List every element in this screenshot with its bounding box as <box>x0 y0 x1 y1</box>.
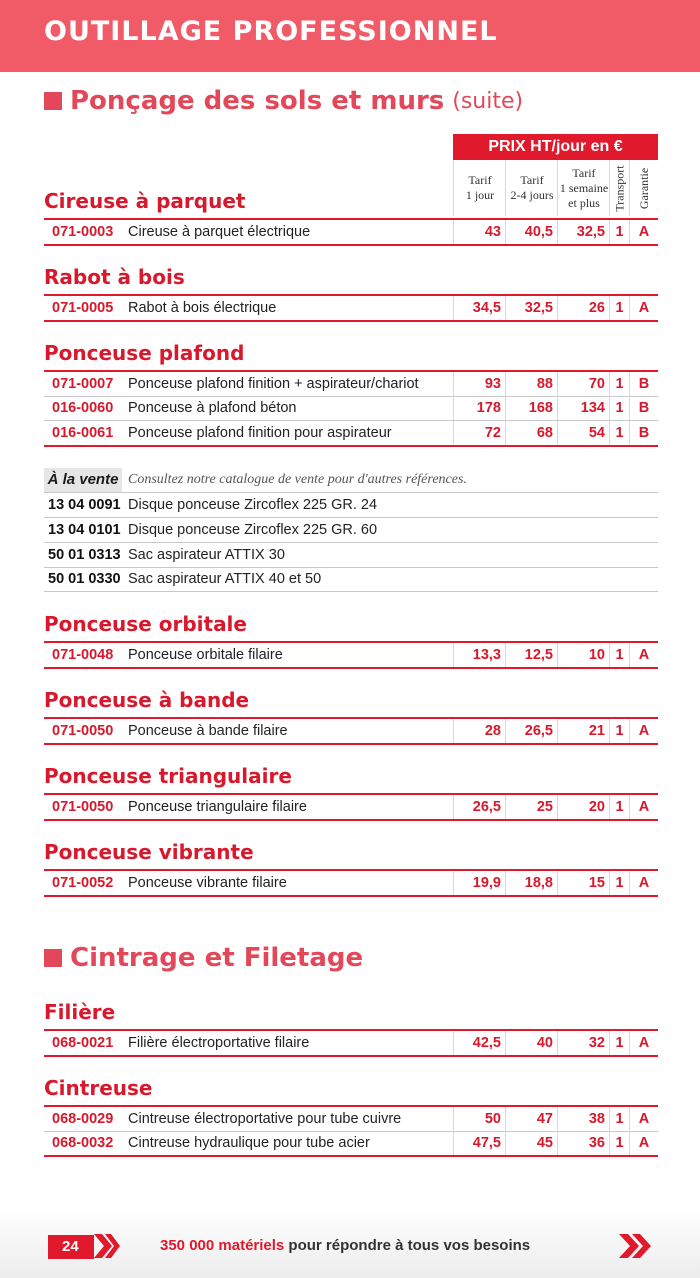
item-desc: Cireuse à parquet électrique <box>128 224 311 240</box>
garantie: A <box>629 220 658 244</box>
garantie: A <box>629 719 658 743</box>
sale-ref: 50 01 0330 <box>48 571 121 587</box>
sale-header <box>44 468 658 493</box>
category-title: Ponceuse à bande <box>44 688 250 712</box>
table-row <box>44 218 658 246</box>
double-chevron-icon <box>617 1231 653 1261</box>
table-row <box>44 717 658 745</box>
garantie: A <box>629 296 658 320</box>
page-number: 24 <box>48 1235 94 1259</box>
table-row <box>44 421 658 447</box>
sale-note: Consultez notre catalogue de vente pour d'autres références. <box>128 472 467 487</box>
price-week: 36 <box>557 1131 609 1155</box>
transport: 1 <box>609 220 629 244</box>
table-row <box>44 294 658 322</box>
garantie: B <box>629 421 658 445</box>
item-desc: Ponceuse triangulaire filaire <box>128 799 307 815</box>
price-1day: 28 <box>453 719 505 743</box>
price-week: 26 <box>557 296 609 320</box>
sale-ref: 13 04 0091 <box>48 497 121 513</box>
page-title: OUTILLAGE PROFESSIONNEL <box>44 16 498 47</box>
price-week: 15 <box>557 871 609 895</box>
item-desc: Ponceuse à plafond béton <box>128 400 297 416</box>
col-head-2-4days: Tarif 2-4 jours <box>505 160 558 216</box>
garantie: B <box>629 396 658 420</box>
price-1day: 178 <box>453 396 505 420</box>
transport: 1 <box>609 1131 629 1155</box>
category-title: Filière <box>44 1000 116 1024</box>
section-title-text: Cintrage et Filetage <box>70 943 364 973</box>
table-row <box>44 869 658 897</box>
price-week: 70 <box>557 372 609 396</box>
sale-ref: 13 04 0101 <box>48 522 121 538</box>
transport: 1 <box>609 871 629 895</box>
price-week: 54 <box>557 421 609 445</box>
item-desc: Ponceuse vibrante filaire <box>128 875 287 891</box>
item-code: 068-0029 <box>52 1111 114 1127</box>
category-title: Ponceuse vibrante <box>44 840 254 864</box>
category-title: Cintreuse <box>44 1076 153 1100</box>
item-code: 071-0052 <box>52 875 114 891</box>
price-1day: 47,5 <box>453 1131 505 1155</box>
price-2-4days: 26,5 <box>505 719 557 743</box>
transport: 1 <box>609 421 629 445</box>
item-desc: Filière électroportative filaire <box>128 1035 310 1051</box>
sale-desc: Sac aspirateur ATTIX 30 <box>128 547 285 563</box>
item-code: 071-0007 <box>52 376 114 392</box>
category-title: Rabot à bois <box>44 265 185 289</box>
garantie: A <box>629 1031 658 1055</box>
item-code: 071-0050 <box>52 799 114 815</box>
category-title: Ponceuse orbitale <box>44 612 247 636</box>
sale-desc: Disque ponceuse Zircoflex 225 GR. 60 <box>128 522 378 538</box>
price-header: PRIX HT/jour en € <box>453 134 658 160</box>
item-desc: Cintreuse hydraulique pour tube acier <box>128 1135 370 1151</box>
price-2-4days: 45 <box>505 1131 557 1155</box>
col-head-garantie: Garantie <box>629 160 659 216</box>
price-2-4days: 12,5 <box>505 643 557 667</box>
item-code: 071-0003 <box>52 224 114 240</box>
double-chevron-icon <box>92 1231 122 1261</box>
item-desc: Ponceuse plafond finition pour aspirateur <box>128 425 392 441</box>
transport: 1 <box>609 372 629 396</box>
footer-tagline <box>160 1237 530 1254</box>
price-1day: 34,5 <box>453 296 505 320</box>
garantie: A <box>629 643 658 667</box>
item-code: 016-0061 <box>52 425 114 441</box>
transport: 1 <box>609 396 629 420</box>
price-week: 21 <box>557 719 609 743</box>
price-week: 32,5 <box>557 220 609 244</box>
item-code: 071-0050 <box>52 723 114 739</box>
price-1day: 93 <box>453 372 505 396</box>
price-week: 32 <box>557 1031 609 1055</box>
price-2-4days: 88 <box>505 372 557 396</box>
garantie: A <box>629 795 658 819</box>
garantie: A <box>629 1131 658 1155</box>
sale-desc: Disque ponceuse Zircoflex 225 GR. 24 <box>128 497 378 513</box>
list-item <box>44 543 658 568</box>
garantie: A <box>629 1107 658 1131</box>
list-item <box>44 493 658 518</box>
transport: 1 <box>609 719 629 743</box>
footer-text: pour répondre à tous vos besoins <box>284 1237 531 1254</box>
price-2-4days: 47 <box>505 1107 557 1131</box>
item-code: 071-0048 <box>52 647 114 663</box>
table-row <box>44 370 658 397</box>
section-title-poncage <box>44 86 523 116</box>
item-desc: Ponceuse plafond finition + aspirateur/chariot <box>128 376 419 392</box>
transport: 1 <box>609 643 629 667</box>
price-week: 20 <box>557 795 609 819</box>
garantie: A <box>629 871 658 895</box>
price-2-4days: 32,5 <box>505 296 557 320</box>
price-1day: 26,5 <box>453 795 505 819</box>
table-row <box>44 641 658 669</box>
square-bullet-icon <box>44 949 62 967</box>
transport: 1 <box>609 296 629 320</box>
category-title: Cireuse à parquet <box>44 189 246 213</box>
price-1day: 72 <box>453 421 505 445</box>
item-code: 068-0021 <box>52 1035 114 1051</box>
price-1day: 42,5 <box>453 1031 505 1055</box>
price-2-4days: 25 <box>505 795 557 819</box>
col-head-transport: Transport <box>609 160 630 216</box>
list-item <box>44 518 658 543</box>
table-row <box>44 793 658 821</box>
item-code: 071-0005 <box>52 300 114 316</box>
item-desc: Cintreuse électroportative pour tube cuivre <box>128 1111 402 1127</box>
sale-label: À la vente <box>44 468 122 492</box>
price-2-4days: 18,8 <box>505 871 557 895</box>
table-row <box>44 1029 658 1057</box>
col-head-week: Tarif 1 semaine et plus <box>557 160 610 216</box>
price-1day: 50 <box>453 1107 505 1131</box>
price-2-4days: 68 <box>505 421 557 445</box>
col-head-1day: Tarif 1 jour <box>453 160 506 216</box>
category-title: Ponceuse plafond <box>44 341 245 365</box>
header-bar <box>0 0 700 72</box>
footer-highlight: 350 000 matériels <box>160 1237 285 1254</box>
price-week: 10 <box>557 643 609 667</box>
square-bullet-icon <box>44 92 62 110</box>
item-desc: Ponceuse à bande filaire <box>128 723 288 739</box>
list-item <box>44 567 658 592</box>
price-2-4days: 168 <box>505 396 557 420</box>
price-week: 38 <box>557 1107 609 1131</box>
transport: 1 <box>609 1107 629 1131</box>
price-1day: 13,3 <box>453 643 505 667</box>
price-1day: 19,9 <box>453 871 505 895</box>
price-2-4days: 40,5 <box>505 220 557 244</box>
item-desc: Ponceuse orbitale filaire <box>128 647 283 663</box>
category-title: Ponceuse triangulaire <box>44 764 292 788</box>
transport: 1 <box>609 1031 629 1055</box>
table-row <box>44 1131 658 1157</box>
price-week: 134 <box>557 396 609 420</box>
price-1day: 43 <box>453 220 505 244</box>
item-code: 068-0032 <box>52 1135 114 1151</box>
sale-desc: Sac aspirateur ATTIX 40 et 50 <box>128 571 322 587</box>
table-row <box>44 1105 658 1132</box>
section-title-suffix: (suite) <box>452 88 524 114</box>
item-code: 016-0060 <box>52 400 114 416</box>
sale-ref: 50 01 0313 <box>48 547 121 563</box>
item-desc: Rabot à bois électrique <box>128 300 277 316</box>
section-title-cintrage <box>44 943 363 973</box>
transport: 1 <box>609 795 629 819</box>
section-title-text: Ponçage des sols et murs <box>70 86 445 116</box>
table-row <box>44 396 658 421</box>
garantie: B <box>629 372 658 396</box>
price-2-4days: 40 <box>505 1031 557 1055</box>
